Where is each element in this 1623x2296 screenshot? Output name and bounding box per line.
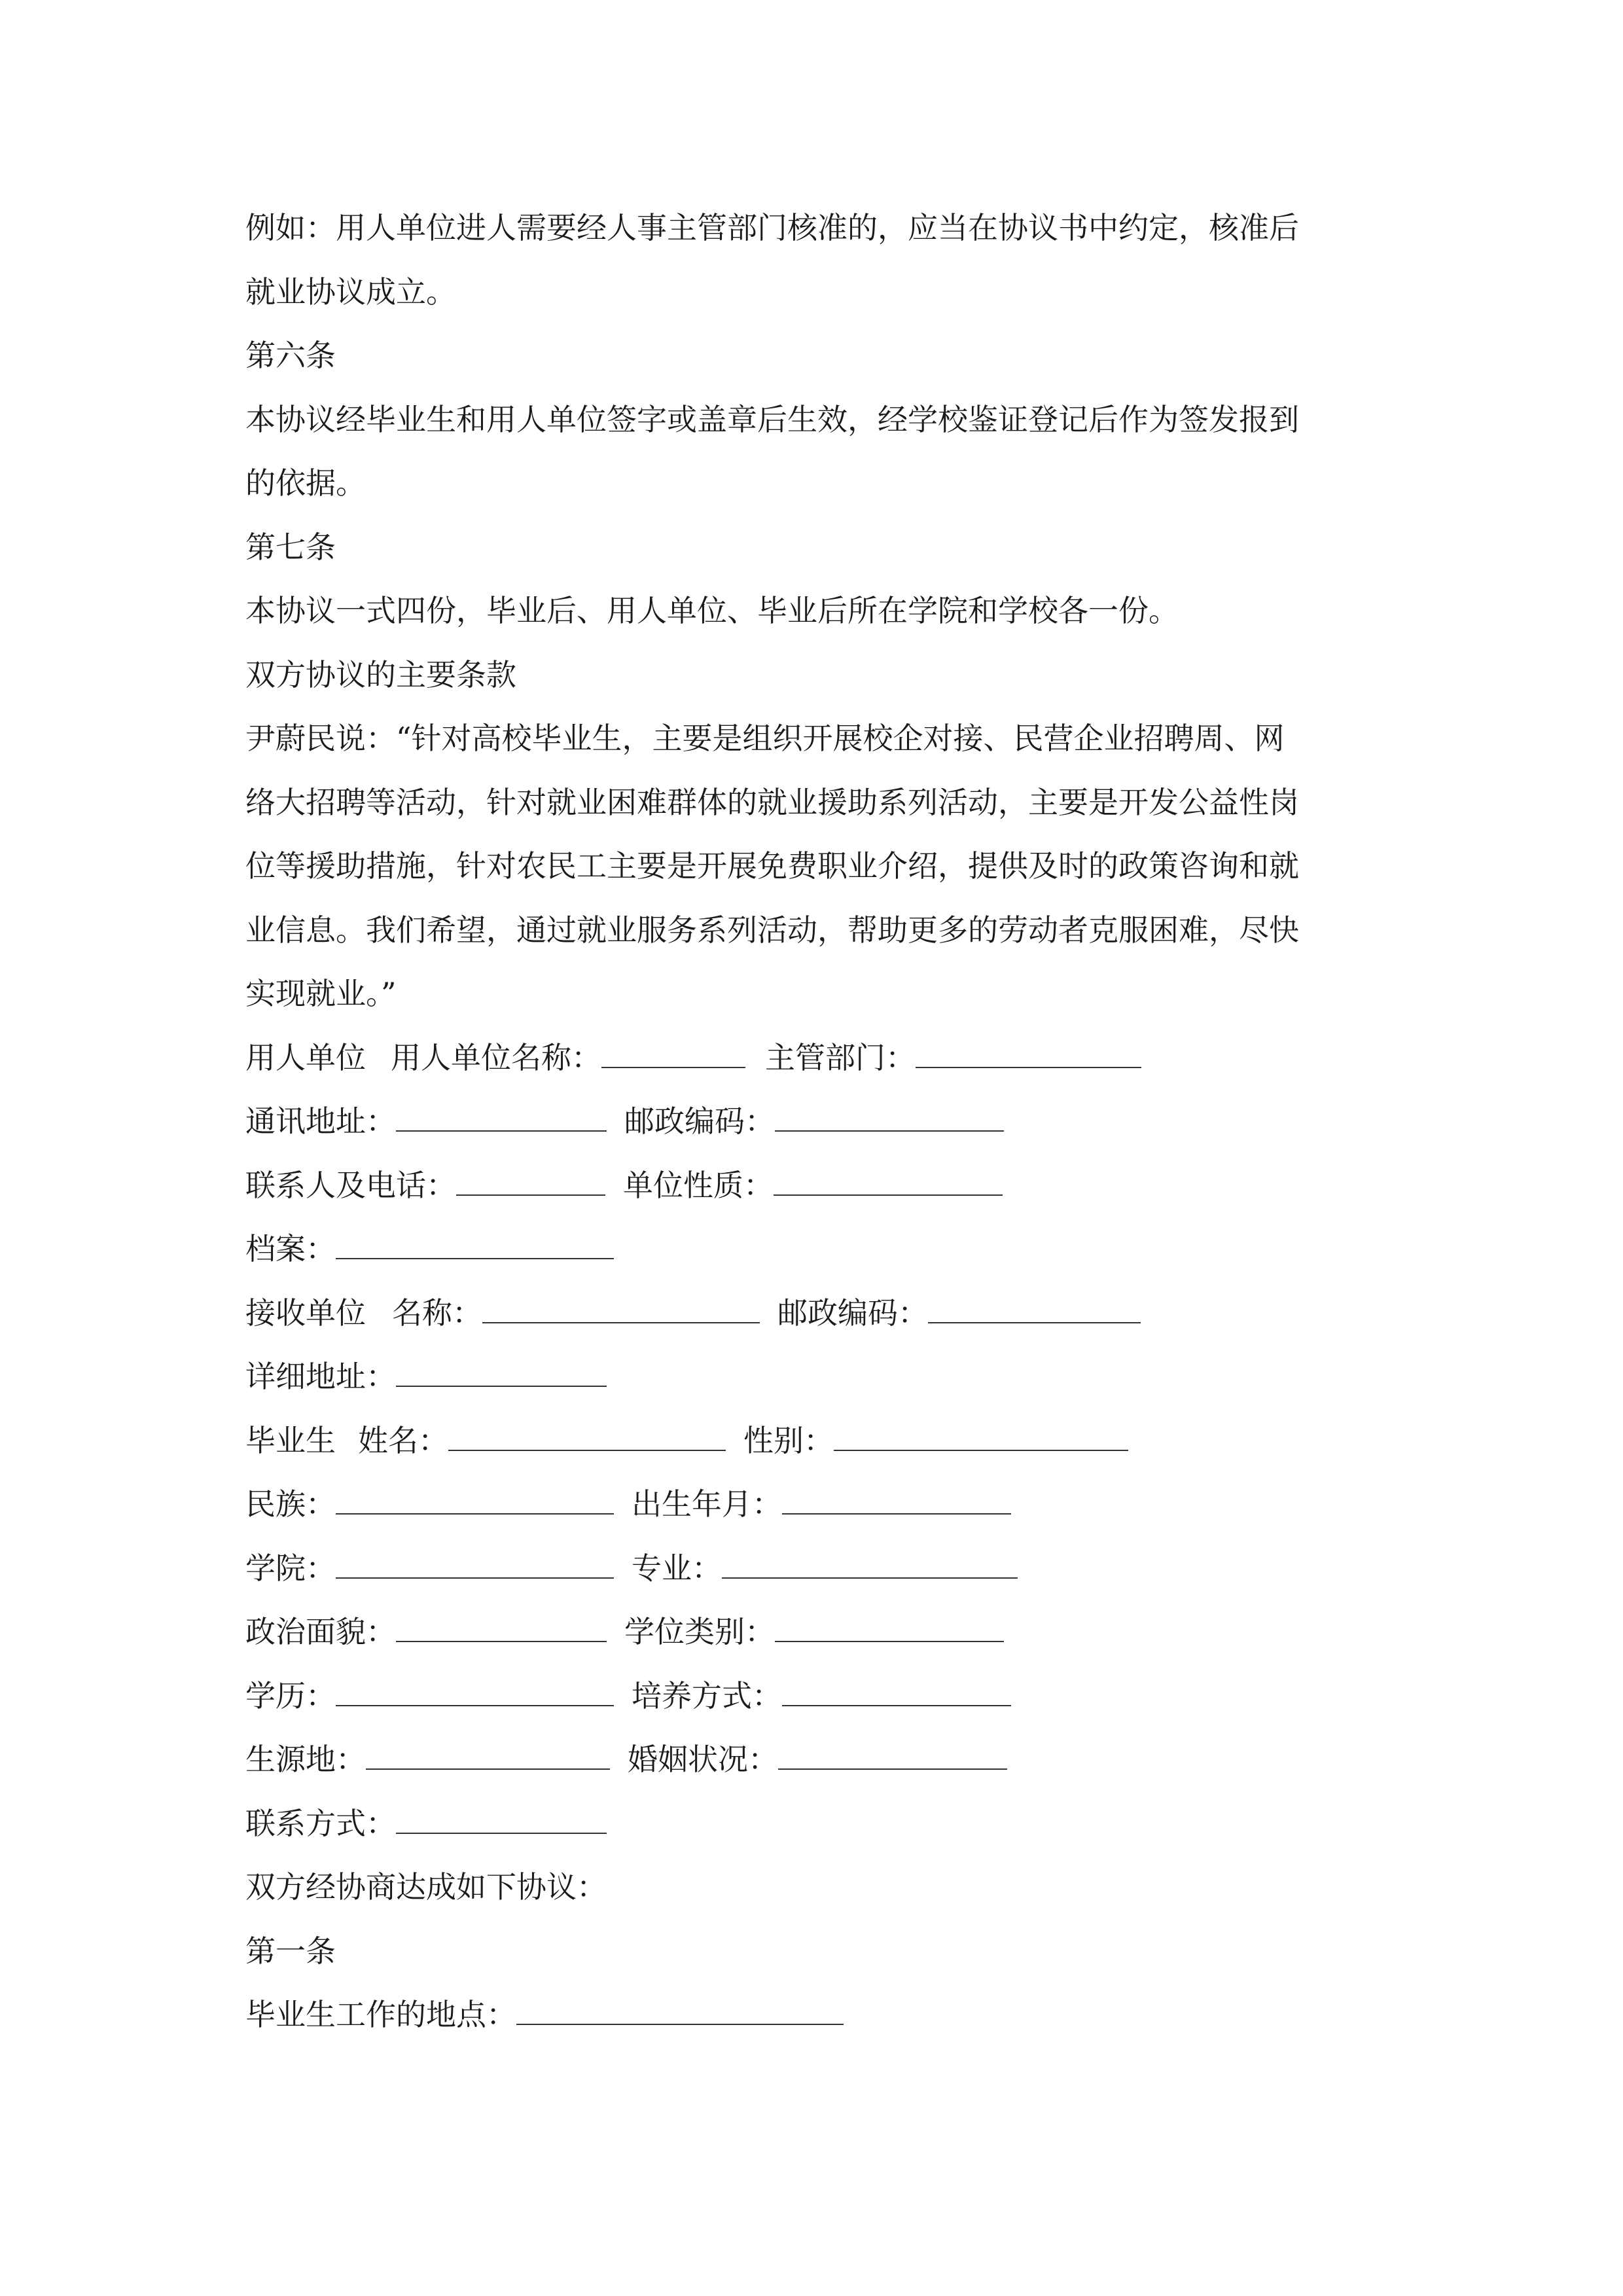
- training-mode-field[interactable]: [782, 1685, 1011, 1706]
- field-label: 毕业生工作的地点：: [245, 1997, 516, 2032]
- field-label: 学院：: [245, 1550, 336, 1586]
- agreement-intro: [245, 1856, 1384, 1920]
- section-label: 用人单位: [245, 1039, 366, 1075]
- section-heading: [245, 643, 1384, 708]
- ethnicity-field[interactable]: [336, 1494, 614, 1515]
- education-field[interactable]: [336, 1685, 614, 1706]
- field-label: 联系人及电话：: [245, 1167, 456, 1203]
- degree-type-field[interactable]: [775, 1621, 1004, 1642]
- field-label: 联系方式：: [245, 1805, 396, 1841]
- field-label: 学历：: [245, 1677, 336, 1713]
- workplace-field[interactable]: [516, 2004, 844, 2025]
- form-row: [245, 1792, 1384, 1856]
- field-label: 单位性质：: [623, 1167, 774, 1203]
- text: 例如：用人单位进人需要经人事主管部门核准的，应当在协议书中约定，核准后: [245, 210, 1299, 245]
- field-label: 名称：: [392, 1295, 482, 1331]
- section-label: 毕业生: [245, 1422, 336, 1458]
- text: 本协议一式四份，毕业后、用人单位、毕业后所在学院和学校各一份。: [245, 593, 1179, 628]
- field-label: 邮政编码：: [624, 1103, 775, 1139]
- field-label: 学位类别：: [624, 1614, 775, 1649]
- form-row: [245, 1664, 1384, 1729]
- postcode-field[interactable]: [775, 1111, 1004, 1132]
- contact-method-field[interactable]: [396, 1813, 607, 1834]
- origin-field[interactable]: [366, 1749, 610, 1770]
- field-label: 专业：: [632, 1550, 722, 1586]
- field-label: 政治面貌：: [245, 1614, 396, 1649]
- form-row: [245, 1983, 1384, 2047]
- birth-date-field[interactable]: [782, 1494, 1011, 1515]
- text: 第六条: [245, 338, 336, 373]
- form-row: [245, 1473, 1384, 1537]
- text: 就业协议成立。: [245, 274, 456, 310]
- college-field[interactable]: [336, 1558, 614, 1579]
- paragraph-line: [245, 196, 1384, 260]
- quote-line: [245, 771, 1384, 835]
- text: 本协议经毕业生和用人单位签字或盖章后生效，经学校鉴证登记后作为签发报到: [245, 401, 1299, 437]
- detailed-address-field[interactable]: [396, 1366, 607, 1387]
- unit-nature-field[interactable]: [774, 1175, 1003, 1196]
- quote-line: [245, 707, 1384, 771]
- text: 业信息。我们希望，通过就业服务系列活动，帮助更多的劳动者克服困难，尽快: [245, 912, 1299, 948]
- graduate-name-field[interactable]: [448, 1430, 726, 1451]
- text: 第七条: [245, 529, 336, 565]
- document-page: [245, 196, 1384, 2047]
- field-label: 性别：: [743, 1422, 834, 1458]
- employer-name-field[interactable]: [601, 1047, 745, 1068]
- text: 的依据。: [245, 465, 366, 501]
- text: 络大招聘等活动，针对就业困难群体的就业援助系列活动，主要是开发公益性岗: [245, 784, 1299, 820]
- text: 第一条: [245, 1933, 336, 1969]
- field-label: 档案：: [245, 1231, 336, 1266]
- text: 实现就业。”: [245, 976, 397, 1011]
- gender-field[interactable]: [834, 1430, 1128, 1451]
- form-row: [245, 1282, 1384, 1346]
- field-label: 民族：: [245, 1486, 336, 1522]
- department-field[interactable]: [916, 1047, 1141, 1068]
- contact-phone-field[interactable]: [456, 1175, 605, 1196]
- field-label: 婚姻状况：: [628, 1742, 778, 1777]
- paragraph-line: [245, 388, 1384, 452]
- form-row: [245, 1409, 1384, 1473]
- address-field[interactable]: [396, 1111, 607, 1132]
- form-row: [245, 1154, 1384, 1218]
- article-title: [245, 1920, 1384, 1984]
- text: 双方经协商达成如下协议：: [245, 1869, 607, 1905]
- field-label: 姓名：: [358, 1422, 448, 1458]
- paragraph-line: [245, 579, 1384, 643]
- form-row: [245, 1600, 1384, 1664]
- major-field[interactable]: [722, 1558, 1018, 1579]
- quote-line: [245, 962, 1384, 1026]
- field-label: 详细地址：: [245, 1359, 396, 1394]
- field-label: 出生年月：: [632, 1486, 782, 1522]
- field-label: 生源地：: [245, 1742, 366, 1777]
- field-label: 邮政编码：: [777, 1295, 928, 1331]
- form-row: [245, 1728, 1384, 1792]
- political-status-field[interactable]: [396, 1621, 607, 1642]
- form-row: [245, 1026, 1384, 1090]
- text: 位等援助措施，针对农民工主要是开展免费职业介绍，提供及时的政策咨询和就: [245, 848, 1299, 884]
- article-title: [245, 516, 1384, 580]
- receiver-name-field[interactable]: [482, 1302, 760, 1323]
- text: 尹蔚民说：“针对高校毕业生，主要是组织开展校企对接、民营企业招聘周、网: [245, 721, 1285, 756]
- section-label: 接收单位: [245, 1295, 366, 1331]
- quote-line: [245, 834, 1384, 899]
- receiver-postcode-field[interactable]: [928, 1302, 1141, 1323]
- form-row: [245, 1217, 1384, 1282]
- quote-line: [245, 899, 1384, 963]
- paragraph-line: [245, 260, 1384, 325]
- marital-status-field[interactable]: [778, 1749, 1007, 1770]
- text: 双方协议的主要条款: [245, 656, 516, 692]
- archive-field[interactable]: [336, 1238, 614, 1259]
- field-label: 通讯地址：: [245, 1103, 396, 1139]
- field-label: 培养方式：: [632, 1677, 782, 1713]
- article-title: [245, 324, 1384, 388]
- field-label: 主管部门：: [765, 1039, 916, 1075]
- form-row: [245, 1537, 1384, 1601]
- paragraph-line: [245, 452, 1384, 516]
- form-row: [245, 1090, 1384, 1154]
- form-row: [245, 1345, 1384, 1409]
- field-label: 用人单位名称：: [391, 1039, 601, 1075]
